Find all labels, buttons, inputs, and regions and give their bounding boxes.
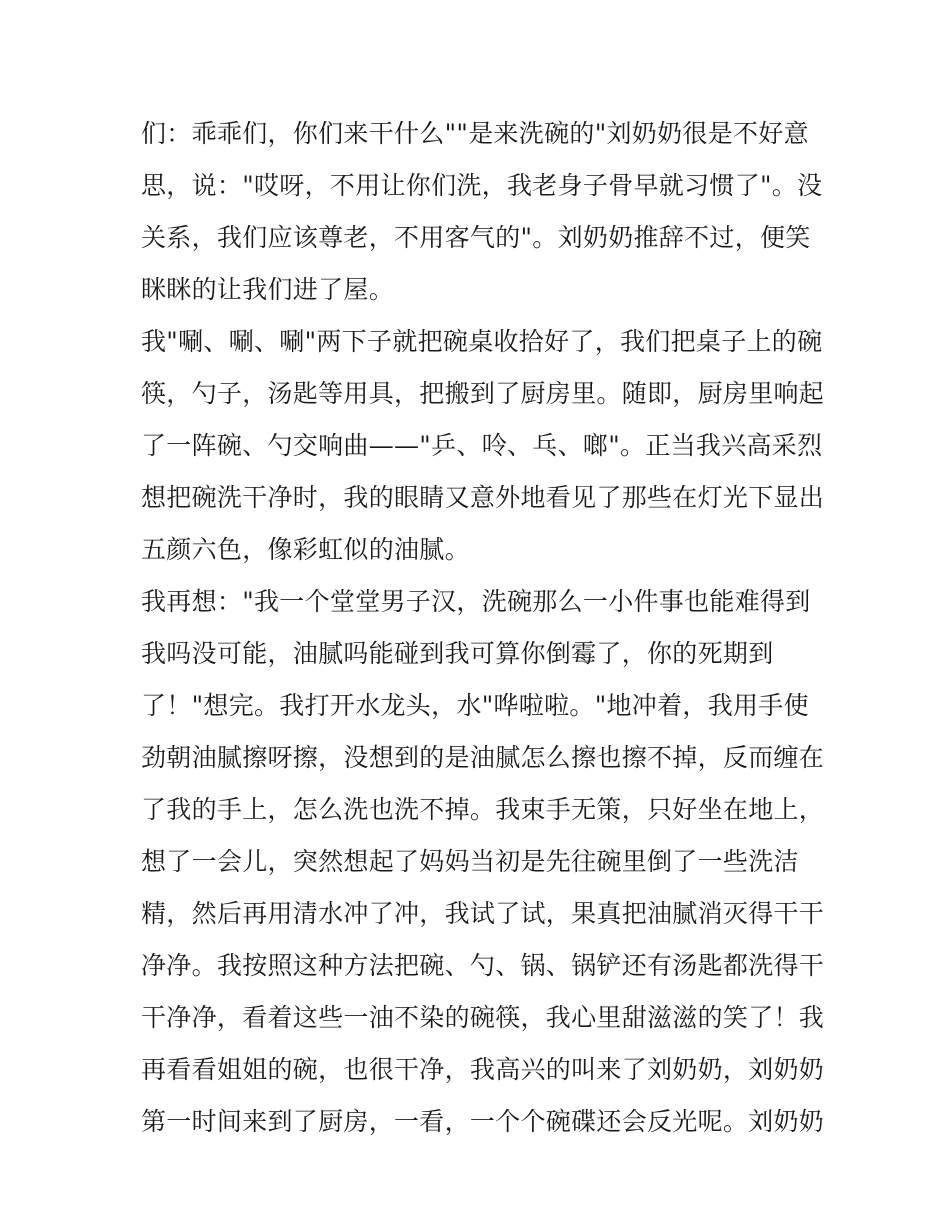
text-line: 想了一会儿，突然想起了妈妈当初是先往碗里倒了一些洗洁	[141, 847, 799, 876]
text-line: 净净。我按照这种方法把碗、勺、锅、锅铲还有汤匙都洗得干	[141, 951, 825, 980]
text-line: 劲朝油腻擦呀擦，没想到的是油腻怎么擦也擦不掉，反而缠在	[141, 743, 825, 772]
text-line: 们：乖乖们，你们来干什么""是来洗碗的"刘奶奶很是不好意	[141, 119, 809, 148]
text-line: 精，然后再用清水冲了冲，我试了试，果真把油腻消灭得干干	[141, 899, 825, 928]
text-line: 筷，勺子，汤匙等用具，把搬到了厨房里。随即，厨房里响起	[141, 379, 825, 408]
text-line: 思，说："哎呀，不用让你们洗，我老身子骨早就习惯了"。没	[141, 171, 823, 200]
text-line: 关系，我们应该尊老，不用客气的"。刘奶奶推辞不过，便笑	[141, 223, 811, 252]
text-line: 了一阵碗、勺交响曲——"乒、呤、乓、啷"。正当我兴高采烈	[141, 431, 823, 460]
text-line: 我"唰、唰、唰"两下子就把碗桌收拾好了，我们把桌子上的碗	[141, 327, 823, 356]
text-line: 想把碗洗干净时，我的眼睛又意外地看见了那些在灯光下显出	[141, 483, 825, 512]
text-line: 再看看姐姐的碗，也很干净，我高兴的叫来了刘奶奶，刘奶奶	[141, 1055, 825, 1084]
text-line: 我再想："我一个堂堂男子汉，洗碗那么一小件事也能难得到	[141, 587, 811, 616]
text-line: 了！"想完。我打开水龙头，水"哗啦啦。"地冲着，我用手使	[141, 691, 809, 720]
text-line: 我吗没可能，油腻吗能碰到我可算你倒霉了，你的死期到	[141, 639, 774, 668]
text-line: 了我的手上，怎么洗也洗不掉。我束手无策，只好坐在地上，	[141, 795, 825, 824]
text-line: 干净净，看着这些一油不染的碗筷，我心里甜滋滋的笑了！我	[141, 1003, 825, 1032]
text-line: 眯眯的让我们进了屋。	[141, 275, 395, 304]
text-line: 第一时间来到了厨房，一看，一个个碗碟还会反光呢。刘奶奶	[141, 1107, 825, 1136]
body-text	[141, 108, 831, 1148]
text-line: 五颜六色，像彩虹似的油腻。	[141, 535, 470, 564]
